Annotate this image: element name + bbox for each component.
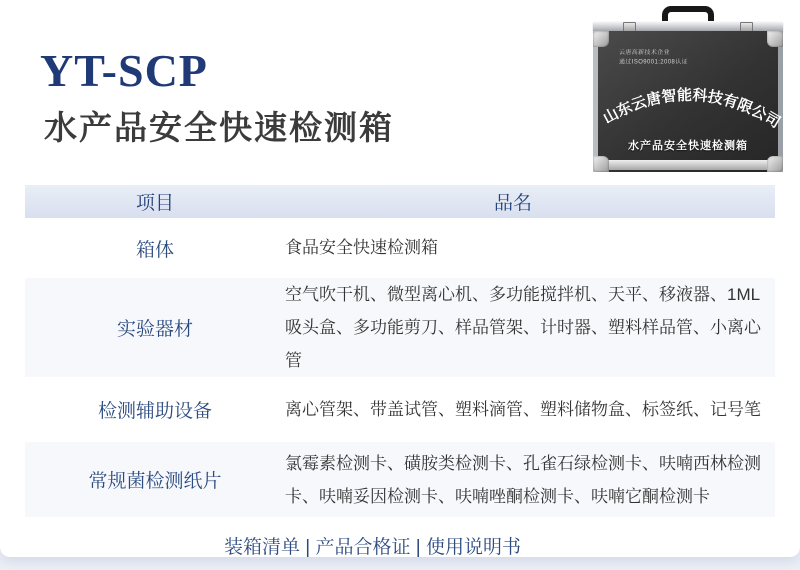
row-label: 常规菌检测纸片	[88, 471, 222, 493]
case-cert-line2: 通过ISO9001:2008认证	[619, 59, 688, 66]
product-case-photo	[593, 6, 783, 172]
table-row	[25, 377, 775, 442]
case-corner-brace	[767, 156, 783, 172]
column-header-item: 项目	[135, 193, 174, 214]
row-value: 空气吹干机、微型离心机、多功能搅拌机、天平、移液器、1ML吸头盒、多功能剪刀、样品管架、计时器、塑料样品管、小离心管	[285, 285, 761, 371]
case-corner-brace	[593, 31, 609, 47]
table-header-row	[25, 185, 775, 218]
case-corner-brace	[767, 31, 783, 47]
spec-table	[25, 185, 775, 557]
case-corner-brace	[593, 156, 609, 172]
table-row	[25, 218, 775, 278]
row-label: 检测辅助设备	[97, 401, 212, 423]
row-label: 箱体	[135, 239, 174, 261]
table-row	[25, 278, 775, 377]
row-value: 离心管架、带盖试管、塑料滴管、塑料储物盒、标签纸、记号笔	[285, 400, 761, 420]
column-header-name: 品名	[493, 193, 532, 214]
case-company-name: 山东云唐智能科技有限公司	[600, 87, 783, 132]
model-code-title: YT-SCP	[40, 45, 208, 96]
svg-text:山东云唐智能科技有限公司	[600, 86, 783, 132]
table-row	[25, 442, 775, 517]
row-label: 实验器材	[116, 319, 193, 341]
row-value: 食品安全快速检测箱	[285, 238, 438, 258]
case-company-arc-text	[593, 64, 783, 134]
row-value: 氯霉素检测卡、磺胺类检测卡、孔雀石绿检测卡、呋喃西林检测卡、呋喃妥因检测卡、呋喃唑酮检测卡、呋喃它酮检测卡	[285, 453, 761, 506]
case-product-label: 水产品安全快速检测箱	[628, 140, 748, 152]
product-name-title: 水产品安全快速检测箱	[44, 111, 394, 147]
table-footer-docs: 装箱清单 | 产品合格证 | 使用说明书	[224, 537, 521, 557]
case-cert-line1: 云唐高新技术企业	[619, 49, 670, 56]
case-bottom-rail	[601, 160, 775, 170]
